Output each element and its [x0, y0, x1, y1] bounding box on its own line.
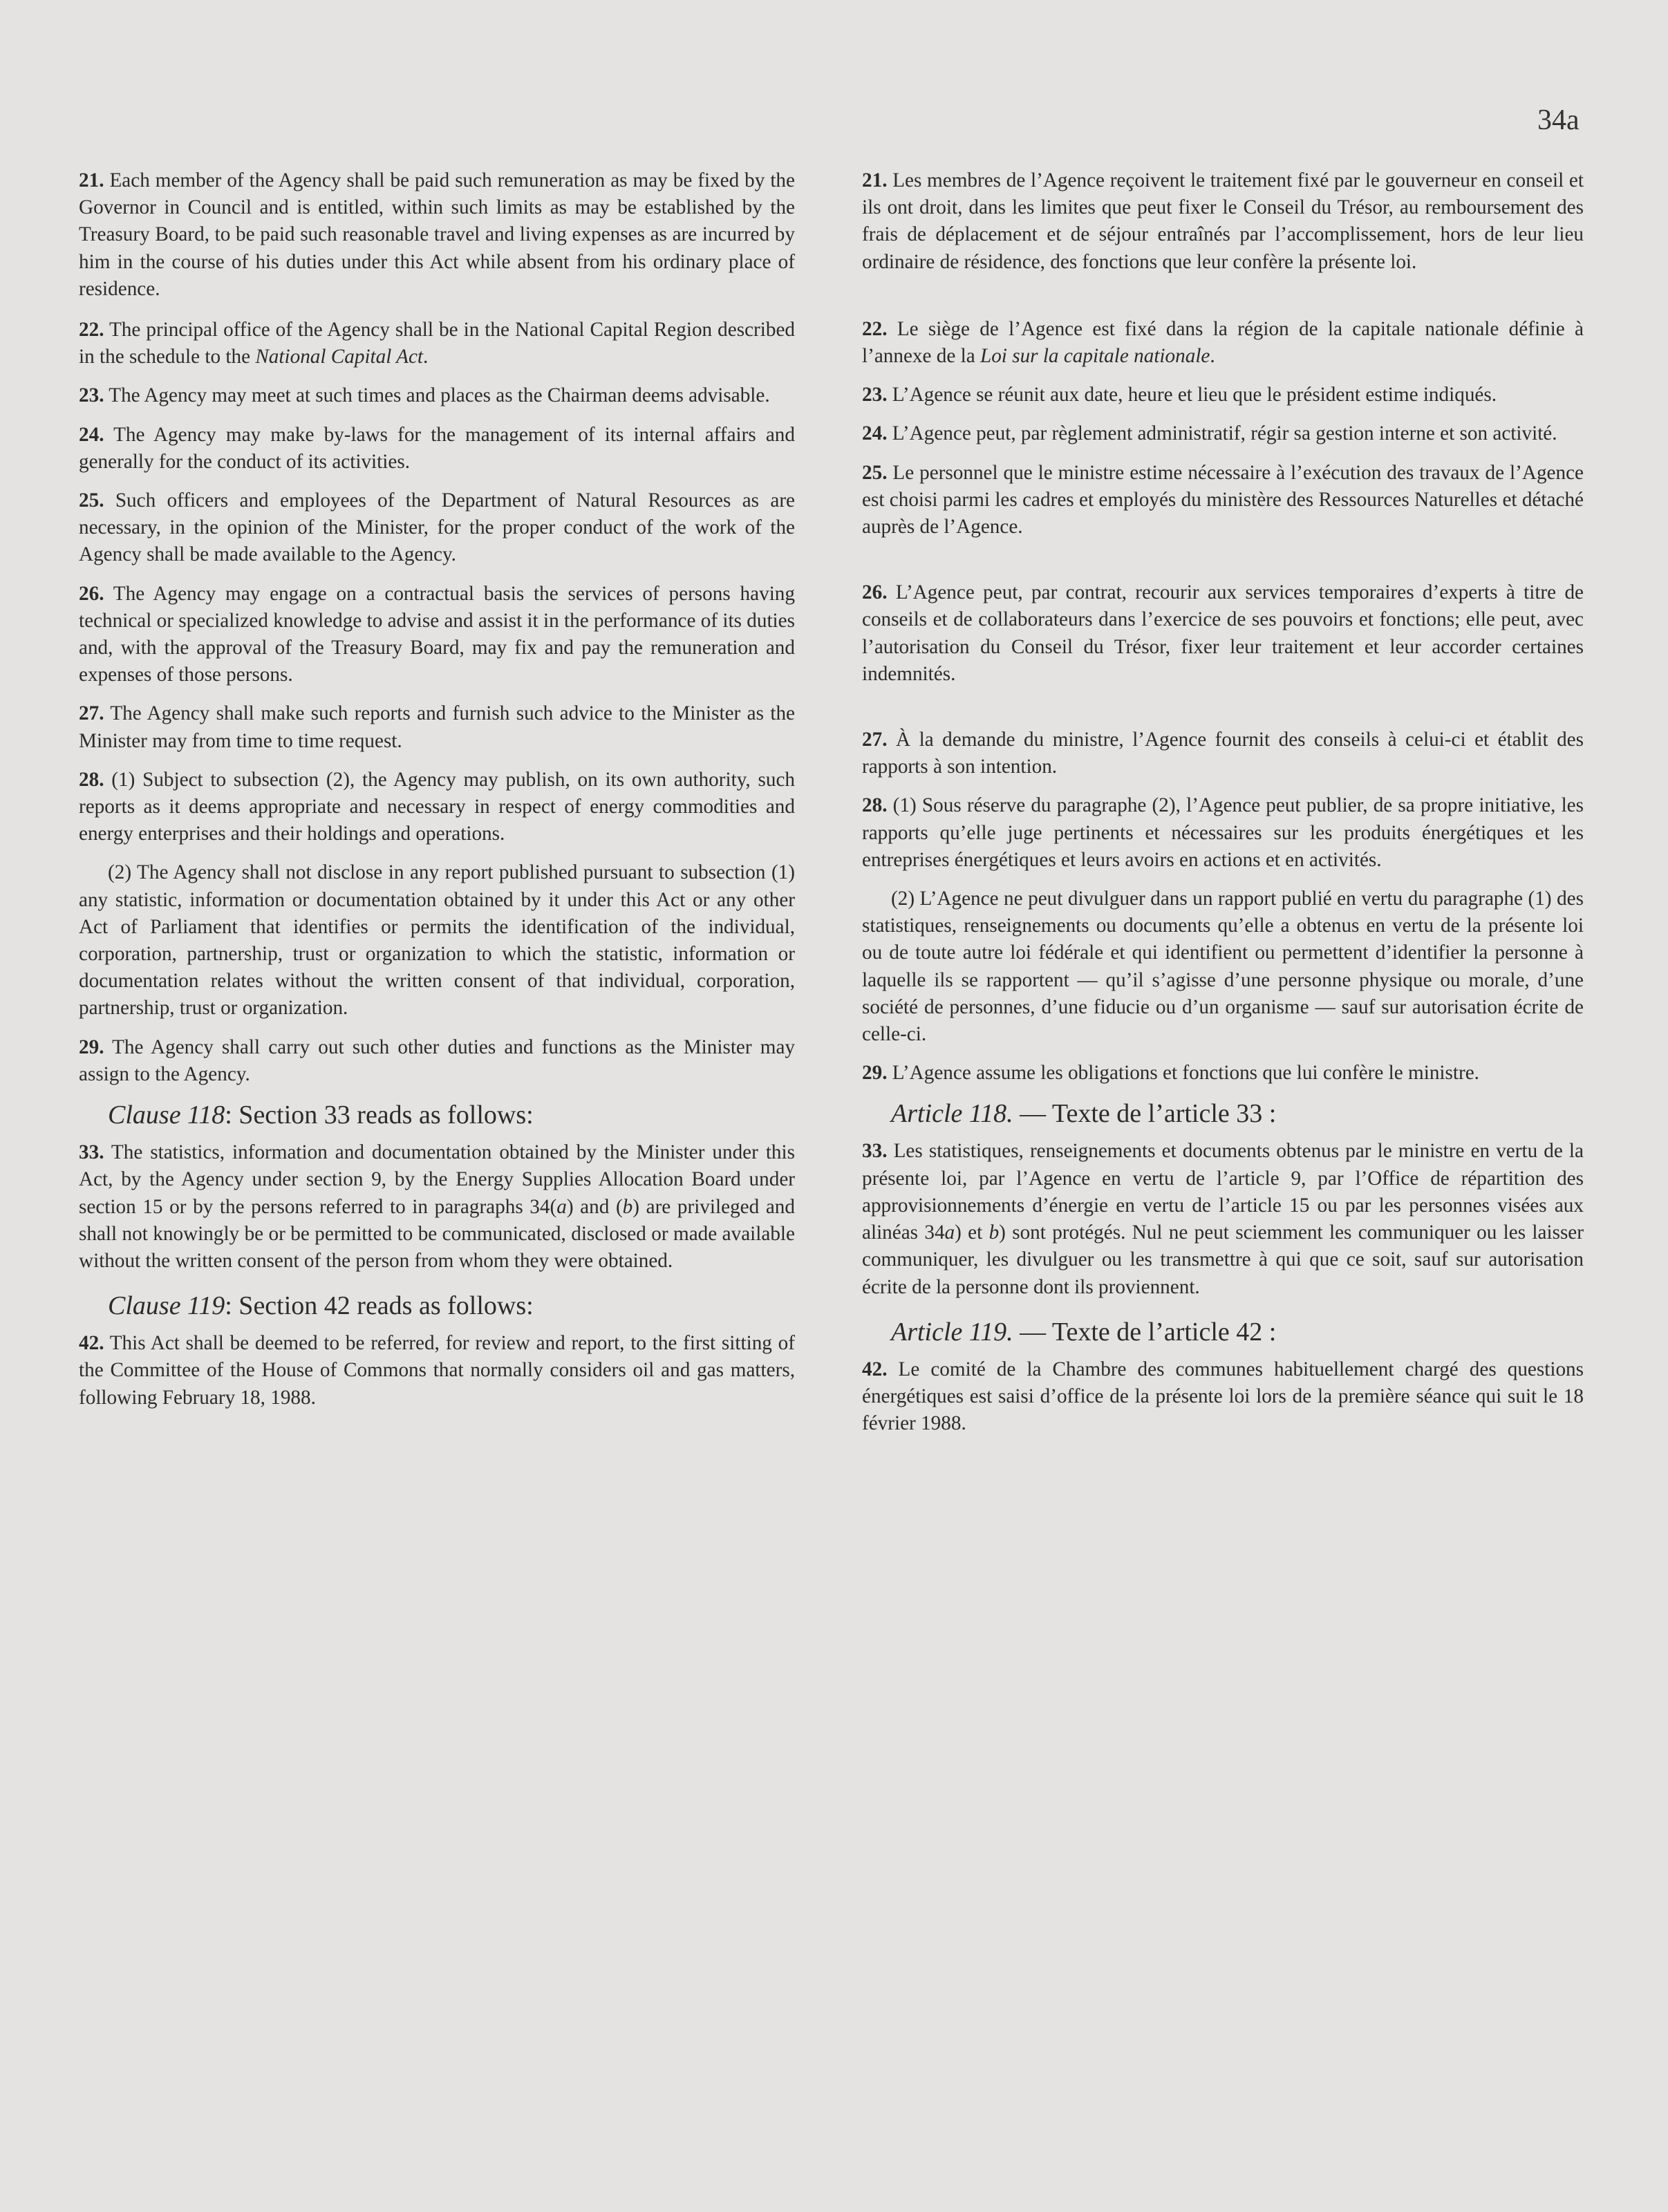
section-22-en: 22. The principal office of the Agency shall be in the National Capital Region described in the schedule to the National Capital Act.: [79, 319, 795, 368]
section-number: 42.: [862, 1358, 888, 1380]
section-25-en: 25. Such officers and employees of the Department of Natural Resources as are necessary, in the opinion of the Minister, for the proper conduct of the work of the Agency shall be made available to the Agency.: [79, 489, 795, 566]
section-number: 21.: [862, 169, 888, 191]
section-number: 25.: [862, 461, 888, 484]
clause-118-heading: Clause 118: Section 33 reads as follows:: [108, 1100, 534, 1130]
section-number: 33.: [79, 1141, 104, 1164]
section-number: 22.: [79, 319, 104, 341]
section-26-en: 26. The Agency may engage on a contractual basis the services of persons having technical or specialized knowledge to advise and assist it in the performance of its duties and, with the approval of the Treasury Board, may fix and pay the remuneration and expenses of those persons.: [79, 582, 795, 686]
article-119-heading: Article 119. — Texte de l’article 42 :: [891, 1317, 1277, 1347]
section-number: 25.: [79, 489, 104, 512]
section-number: 22.: [862, 317, 888, 340]
section-33-fr: 33. Les statistiques, renseignements et documents obtenus par le ministre en vertu de la présente loi, par l’Agence en vertu de l’article 9, par l’Office de répartition des approvisionnements d’énergie en vertu de l’article 15 ou par les personnes visées aux alinéas 34a) et b) sont protégés. Nul ne peut sciemment les communiquer ou les laisser communiquer, les divulguer ou les transmettre à qui que ce soit, sauf sur autorisation écrite de la personne dont ils proviennent.: [862, 1140, 1584, 1298]
article-118-heading: Article 118. — Texte de l’article 33 :: [891, 1099, 1277, 1129]
section-number: 29.: [79, 1035, 104, 1058]
section-number: 24.: [79, 423, 104, 446]
page-number: 34a: [1537, 104, 1580, 136]
section-29-en: 29. The Agency shall carry out such other duties and functions as the Minister may assign to the Agency.: [79, 1035, 795, 1085]
section-42-fr: 42. Le comité de la Chambre des communes habituellement chargé des questions énergétiques est saisi d’office de la présente loi lors de la première séance qui suit le 18 février 1988.: [862, 1358, 1584, 1435]
section-number: 21.: [79, 169, 104, 191]
section-24-fr: 24. L’Agence peut, par règlement administratif, régir sa gestion interne et son activité.: [862, 422, 1557, 445]
section-23-en: 23. The Agency may meet at such times and places as the Chairman deems advisable.: [79, 384, 770, 407]
section-28-2-fr: (2) L’Agence ne peut divulguer dans un rapport publié en vertu du paragraphe (1) des statistiques, renseignements ou documents qu’elle a obtenus en vertu de la présente loi ou de toute autre loi fédérale et qui identifient ou permettent d’identifier la personne à laquelle ils se rapportent — qu’il s’agisse d’une personne physique ou morale, d’une société de personnes, d’une fiducie ou d’un organisme — sauf sur autorisation écrite de celle-ci.: [862, 888, 1584, 1046]
section-25-fr: 25. Le personnel que le ministre estime nécessaire à l’exécution des travaux de l’Agence est choisi parmi les cadres et employés du ministère des Ressources Naturelles et détaché auprès de l’Agence.: [862, 461, 1584, 538]
section-24-en: 24. The Agency may make by-laws for the management of its internal affairs and generally for the conduct of its activities.: [79, 423, 795, 473]
section-28-1-fr: 28. (1) Sous réserve du paragraphe (2), l’Agence peut publier, de sa propre initiative, les rapports qu’elle juge pertinents et nécessaires sur les produits énergétiques et les entreprises énergétiques et leurs avoirs en actions et en activités.: [862, 794, 1584, 871]
section-number: 27.: [79, 702, 104, 725]
section-28-2-en: (2) The Agency shall not disclose in any report published pursuant to subsection (1) any statistic, information or documentation obtained by it under this Act or any other Act of Parliament that identifies or permits the identification of the individual, corporation, partnership, trust or organization to which the statistic, information or documentation relates without the written consent of that individual, corporation, partnership, trust or organization.: [79, 861, 795, 1020]
english-column: [79, 167, 795, 1412]
section-21-en: 21. Each member of the Agency shall be paid such remuneration as may be fixed by the Governor in Council and is entitled, within such limits as may be established by the Treasury Board, to be paid such reasonable travel and living expenses as are incurred by him in the course of his duties under this Act while absent from his ordinary place of residence.: [79, 169, 795, 300]
french-column: [862, 167, 1584, 1437]
section-number: 27.: [862, 729, 888, 751]
section-27-fr: 27. À la demande du ministre, l’Agence fournit des conseils à celui-ci et établit des rapports à son intention.: [862, 729, 1584, 778]
section-33-en: 33. The statistics, information and documentation obtained by the Minister under this Act, by the Agency under section 9, by the Energy Supplies Allocation Board under section 15 or by the persons referred to in paragraphs 34(a) and (b) are privileged and shall not knowingly be or be permitted to be communicated, disclosed or made available without the written consent of the person from whom they were obtained.: [79, 1141, 795, 1272]
section-21-fr: 21. Les membres de l’Agence reçoivent le traitement fixé par le gouverneur en conseil et ils ont droit, dans les limites que peut fixer le Conseil du Trésor, au remboursement des frais de déplacement et de séjour entraînés par l’accomplissement, hors de leur lieu ordinaire de résidence, des fonctions que leur confère la présente loi.: [862, 169, 1584, 273]
section-number: 29.: [862, 1062, 888, 1085]
section-number: 28.: [79, 768, 104, 791]
section-number: 23.: [79, 384, 104, 407]
section-number: 24.: [862, 422, 888, 445]
section-23-fr: 23. L’Agence se réunit aux date, heure et lieu que le président estime indiqués.: [862, 384, 1497, 406]
section-number: 42.: [79, 1332, 104, 1355]
section-number: 28.: [862, 794, 888, 817]
act-title: National Capital Act: [255, 346, 424, 368]
section-29-fr: 29. L’Agence assume les obligations et fonctions que lui confère le ministre.: [862, 1062, 1479, 1085]
section-28-1-en: 28. (1) Subject to subsection (2), the Agency may publish, on its own authority, such reports as it deems appropriate and necessary in respect of energy commodities and energy enterprises and their holdings and operations.: [79, 768, 795, 845]
section-number: 33.: [862, 1140, 888, 1163]
section-26-fr: 26. L’Agence peut, par contrat, recourir aux services temporaires d’experts à titre de conseils et de collaborateurs dans l’exercice de ses pouvoirs et fonctions; elle peut, avec l’autorisation du Conseil du Trésor, fixer leur traitement et leur accorder certaines indemnités.: [862, 581, 1584, 685]
section-27-en: 27. The Agency shall make such reports and furnish such advice to the Minister as the Minister may from time to time request.: [79, 702, 795, 752]
section-number: 26.: [79, 582, 104, 605]
act-title: Loi sur la capitale nationale: [980, 345, 1210, 368]
section-number: 26.: [862, 581, 888, 604]
clause-119-heading: Clause 119: Section 42 reads as follows:: [108, 1291, 534, 1321]
section-42-en: 42. This Act shall be deemed to be referred, for review and report, to the first sitting of the Committee of the House of Commons that normally considers oil and gas matters, following February 18, 1988.: [79, 1332, 795, 1409]
section-22-fr: 22. Le siège de l’Agence est fixé dans la région de la capitale nationale définie à l’annexe de la Loi sur la capitale nationale.: [862, 317, 1584, 368]
section-number: 23.: [862, 384, 888, 406]
